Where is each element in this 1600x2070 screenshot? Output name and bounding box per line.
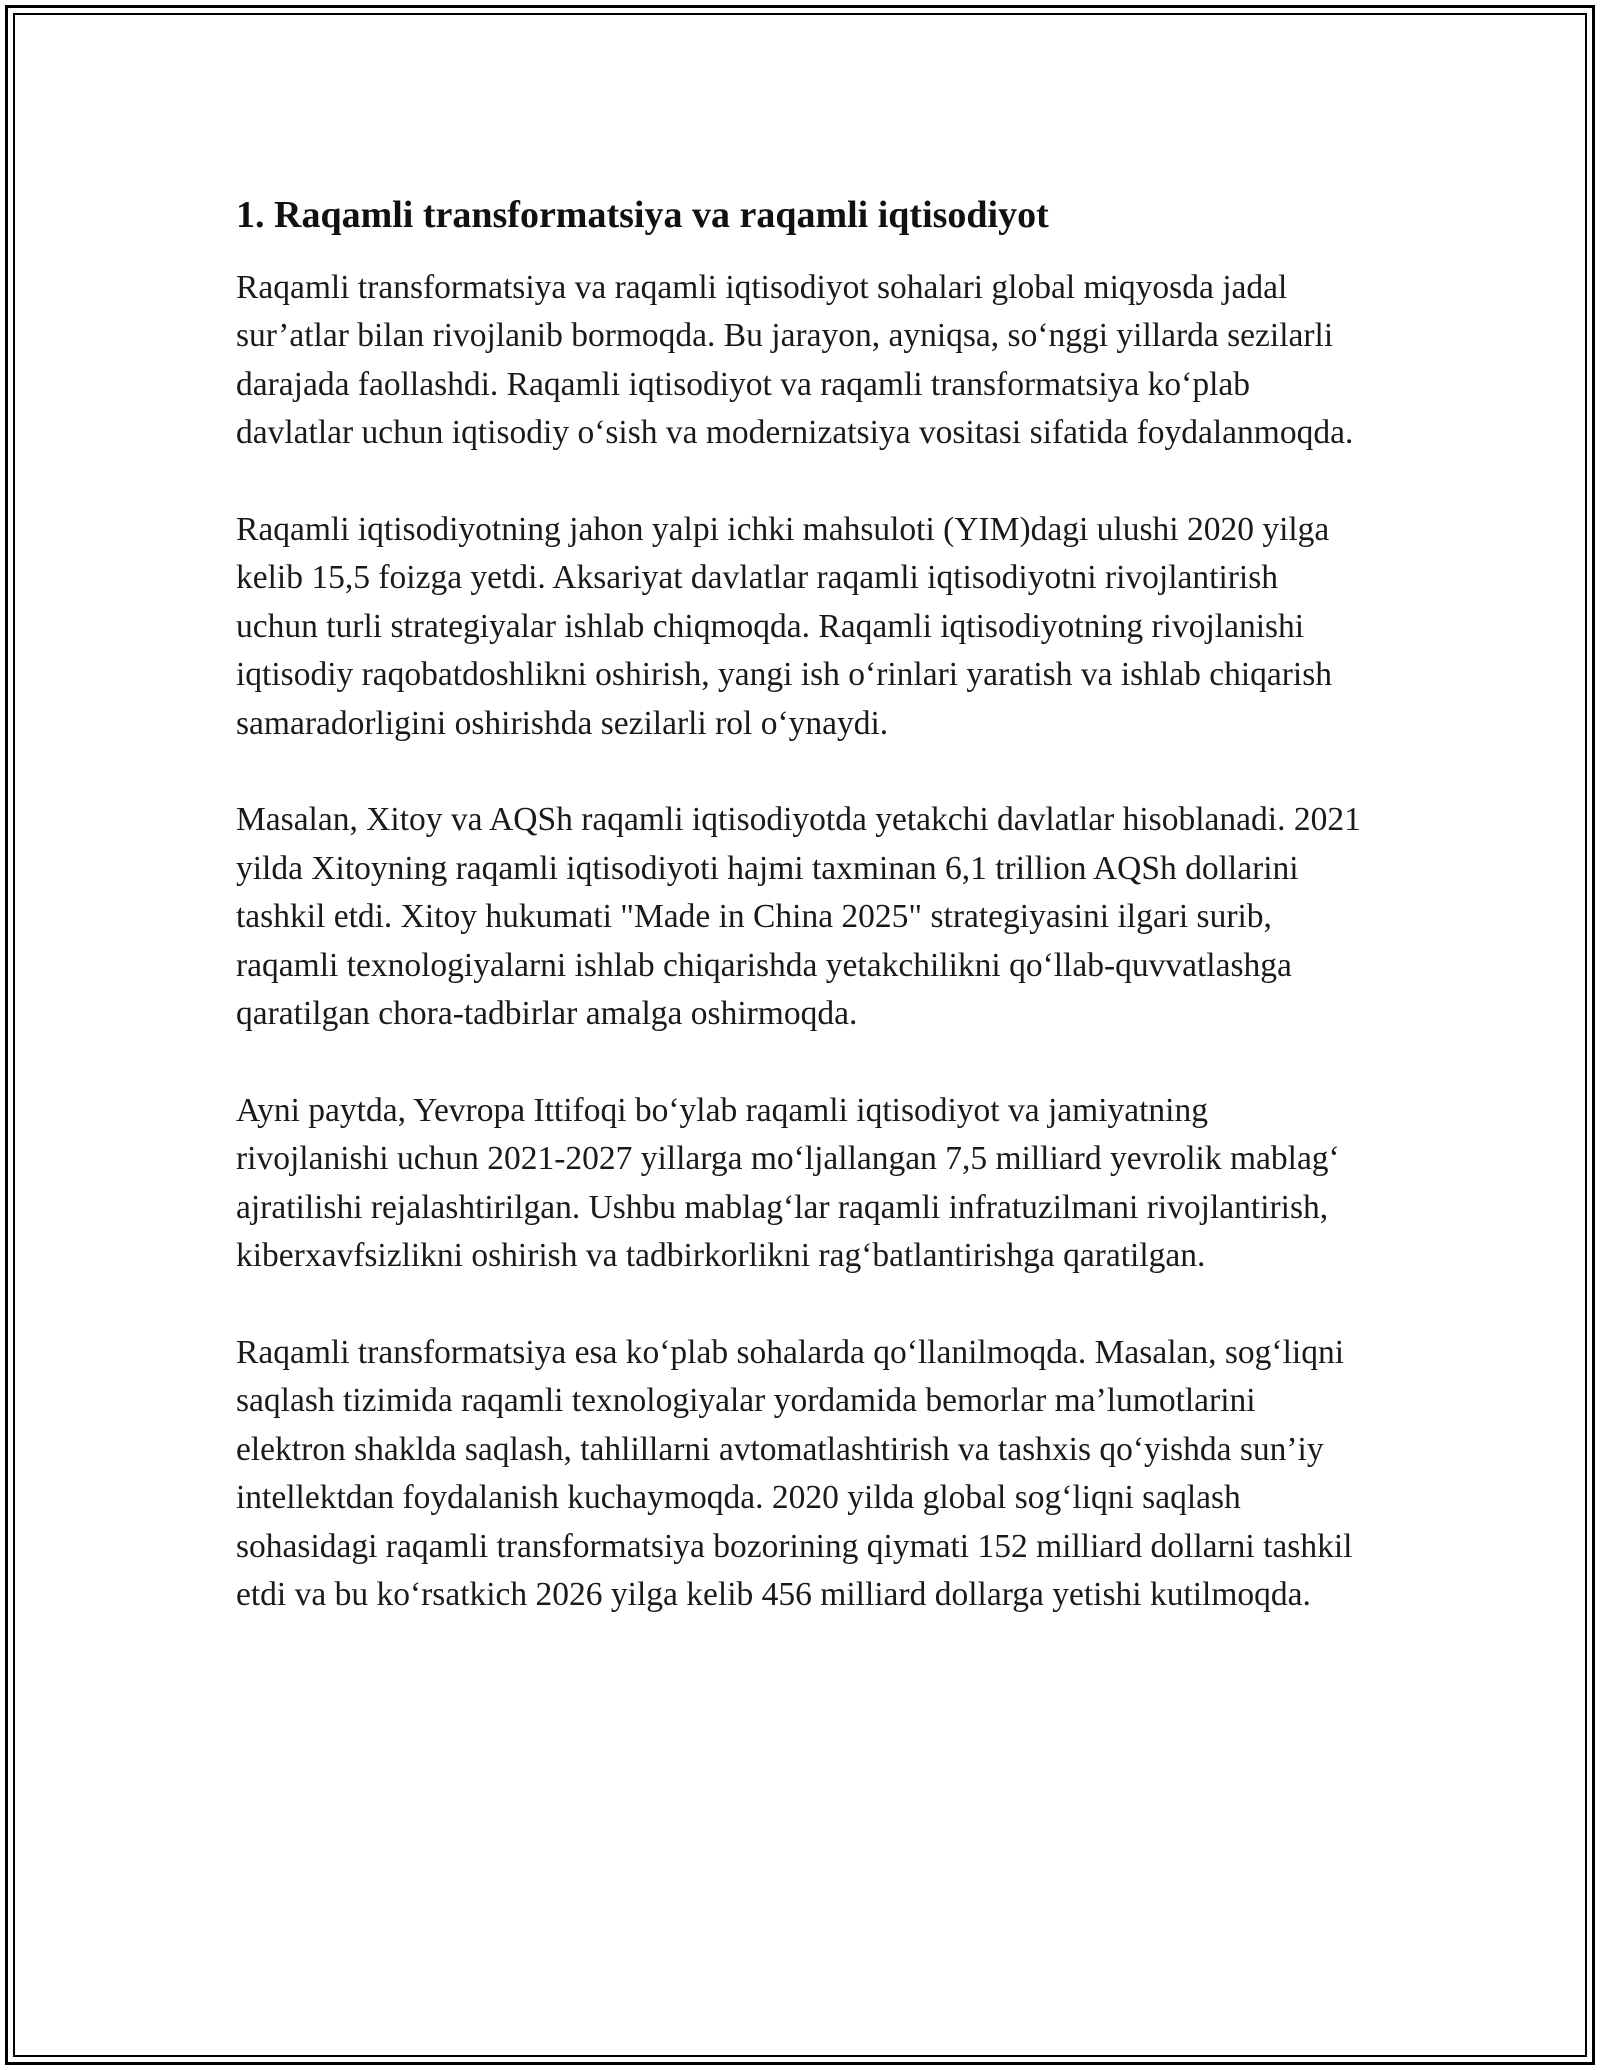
section-heading: 1. Raqamli transformatsiya va raqamli iqtisodiyot — [236, 194, 1049, 236]
paragraph-3: Masalan, Xitoy va AQSh raqamli iqtisodiyotda yetakchi davlatlar hisoblanadi. 2021 yilda Xitoyning raqamli iqtisodiyoti hajmi taxminan 6,1 trillion AQSh dollarini tashkil etdi. Xitoy hukumati "Made in China 2025" strategiyasini ilgari surib, raqamli texnologiyalarni ishlab chiqarishda yetakchilikni qo‘llab-quvvatlashga qaratilgan chora-tadbirlar amalga oshirmoqda. — [236, 801, 1361, 1033]
paragraph-1: Raqamli transformatsiya va raqamli iqtisodiyot sohalari global miqyosda jadal sur’atlar bilan rivojlanib bormoqda. Bu jarayon, ayniqsa, so‘nggi yillarda sezilarli darajada faollashdi. Raqamli iqtisodiyot va raqamli transformatsiya ko‘plab davlatlar uchun iqtisodiy o‘sish va modernizatsiya vositasi sifatida foydalanmoqda. — [236, 269, 1354, 452]
paragraph-5: Raqamli transformatsiya esa ko‘plab sohalarda qo‘llanilmoqda. Masalan, sog‘liqni saqlash tizimida raqamli texnologiyalar yordamida bemorlar ma’lumotlarini elektron shaklda saqlash, tahlillarni avtomatlashtirish va tashxis qo‘yishda sun’iy intellektdan foydalanish kuchaymoqda. 2020 yilda global sog‘liqni saqlash sohasidagi raqamli transformatsiya bozorining qiymati 152 milliard dollarni tashkil etdi va bu ko‘rsatkich 2026 yilga kelib 456 milliard dollarga yetishi kutilmoqda. — [236, 1333, 1353, 1613]
document-body — [236, 186, 1366, 1668]
paragraph-2: Raqamli iqtisodiyotning jahon yalpi ichki mahsuloti (YIM)dagi ulushi 2020 yilga kelib 15,5 foizga yetdi. Aksariyat davlatlar raqamli iqtisodiyotni rivojlantirish uchun turli strategiyalar ishlab chiqmoqda. Raqamli iqtisodiyotning rivojlanishi iqtisodiy raqobatdoshlikni oshirish, yangi ish o‘rinlari yaratish va ishlab chiqarish samaradorligini oshirishda sezilarli rol o‘ynaydi. — [236, 511, 1333, 742]
paragraph-4: Ayni paytda, Yevropa Ittifoqi bo‘ylab raqamli iqtisodiyot va jamiyatning rivojlanishi uchun 2021-2027 yillarga mo‘ljallangan 7,5 milliard yevrolik mablag‘ ajratilishi rejalashtirilgan. Ushbu mablag‘lar raqamli infratuzilmani rivojlantirish, kiberxavfsizlikni oshirish va tadbirkorlikni rag‘batlantirishga qaratilgan. — [236, 1091, 1340, 1275]
